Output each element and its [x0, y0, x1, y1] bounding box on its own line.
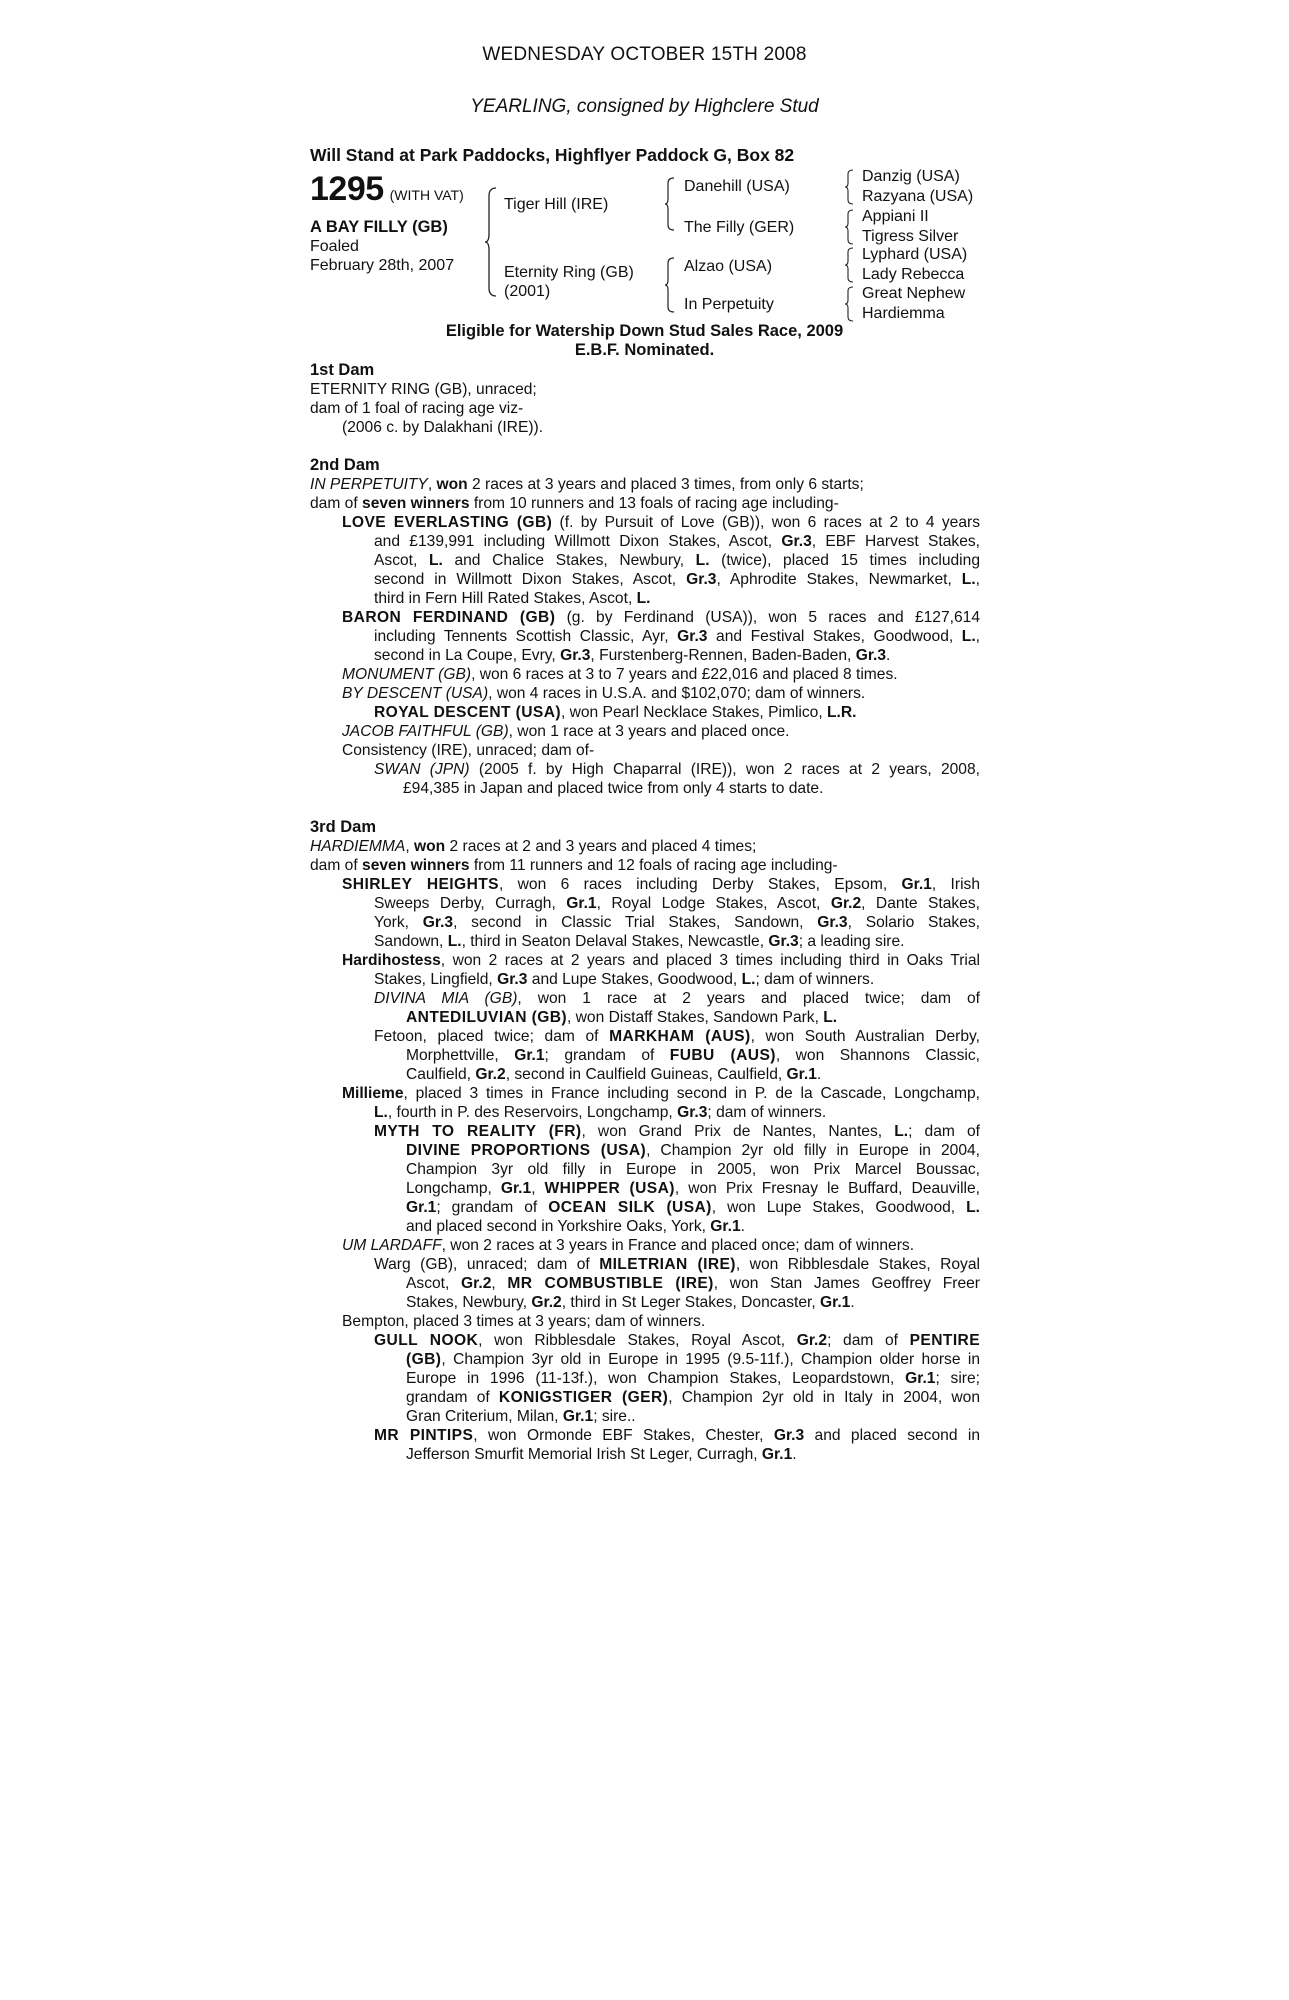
third-dam-line: Hardihostess, won 2 races at 2 years and placed 3 times including third in Oaks Trial: [342, 952, 980, 969]
third-dam-line: grandam of KONIGSTIGER (GER), Champion 2yr old in Italy in 2004, won: [406, 1389, 981, 1406]
third-dam-line: MYTH TO REALITY (FR), won Grand Prix de Nantes, Nantes, L.; dam of: [374, 1123, 980, 1140]
pedigree-sire-dam: The Filly (GER): [684, 219, 795, 236]
pedigree-brace-g4: [844, 285, 855, 323]
pedigree-g6: Lady Rebecca: [862, 266, 965, 283]
second-dam-line: third in Fern Hill Rated Stakes, Ascot, L.: [374, 590, 651, 607]
foaled-date: February 28th, 2007: [310, 257, 455, 274]
pedigree-dam-dam: In Perpetuity: [684, 296, 774, 313]
foaled-label: Foaled: [310, 238, 359, 255]
first-dam-line: dam of 1 foal of racing age viz-: [310, 400, 524, 417]
first-dam-heading: 1st Dam: [310, 361, 375, 379]
pedigree-brace-g1: [844, 168, 855, 206]
third-dam-line: Longchamp, Gr.1, WHIPPER (USA), won Prix Fresnay le Buffard, Deauville,: [406, 1180, 980, 1197]
pedigree-g2: Razyana (USA): [862, 188, 974, 205]
pedigree-dam-sire: Alzao (USA): [684, 258, 773, 275]
third-dam-line: York, Gr.3, second in Classic Trial Stakes, Sandown, Gr.3, Solario Stakes,: [374, 914, 981, 931]
first-dam-line: (2006 c. by Dalakhani (IRE)).: [342, 419, 544, 436]
third-dam-line: SHIRLEY HEIGHTS, won 6 races including Derby Stakes, Epsom, Gr.1, Irish: [342, 876, 980, 893]
second-dam-line: ROYAL DESCENT (USA), won Pearl Necklace Stakes, Pimlico, L.R.: [374, 704, 857, 721]
pedigree-brace-dam: [664, 256, 676, 314]
pedigree-brace-main: [484, 186, 498, 298]
third-dam-line: Caulfield, Gr.2, second in Caulfield Guineas, Caulfield, Gr.1.: [406, 1066, 822, 1083]
sale-date: WEDNESDAY OCTOBER 15TH 2008: [482, 44, 807, 65]
second-dam-line: second in La Coupe, Evry, Gr.3, Furstenberg-Rennen, Baden-Baden, Gr.3.: [374, 647, 891, 664]
third-dam-heading: 3rd Dam: [310, 818, 377, 836]
third-dam-line: GULL NOOK, won Ribblesdale Stakes, Royal Ascot, Gr.2; dam of PENTIRE: [374, 1332, 981, 1349]
pedigree-brace-g2: [844, 208, 855, 246]
second-dam-line: Consistency (IRE), unraced; dam of-: [342, 742, 595, 759]
third-dam-line: DIVINE PROPORTIONS (USA), Champion 2yr old filly in Europe in 2004,: [406, 1142, 980, 1159]
third-dam-line: DIVINA MIA (GB), won 1 race at 2 years and placed twice; dam of: [374, 990, 980, 1007]
third-dam-line: UM LARDAFF, won 2 races at 3 years in France and placed once; dam of winners.: [342, 1237, 915, 1254]
third-dam-line: Fetoon, placed twice; dam of MARKHAM (AUS), won South Australian Derby,: [374, 1028, 980, 1045]
pedigree-g1: Danzig (USA): [862, 168, 960, 185]
second-dam-line: BARON FERDINAND (GB) (g. by Ferdinand (USA)), won 5 races and £127,614: [342, 609, 980, 626]
second-dam-line: IN PERPETUITY, won 2 races at 3 years and placed 3 times, from only 6 starts;: [310, 476, 864, 493]
pedigree-g3: Appiani II: [862, 208, 929, 225]
second-dam-line: £94,385 in Japan and placed twice from only 4 starts to date.: [403, 780, 824, 797]
consignment-line: YEARLING, consigned by Highclere Stud: [470, 96, 819, 117]
stand-location: Will Stand at Park Paddocks, Highflyer Paddock G, Box 82: [310, 145, 795, 165]
second-dam-line: JACOB FAITHFUL (GB), won 1 race at 3 years and placed once.: [342, 723, 790, 740]
pedigree-g4: Tigress Silver: [862, 228, 959, 245]
second-dam-line: SWAN (JPN) (2005 f. by High Chaparral (IRE)), won 2 races at 2 years, 2008,: [374, 761, 980, 778]
second-dam-line: Ascot, L. and Chalice Stakes, Newbury, L. (twice), placed 15 times including: [374, 552, 980, 569]
horse-info: [310, 218, 454, 275]
third-dam-line: Sweeps Derby, Curragh, Gr.1, Royal Lodge Stakes, Ascot, Gr.2, Dante Stakes,: [374, 895, 980, 912]
pedigree-dam: Eternity Ring (GB): [504, 264, 634, 281]
lot-block: [310, 170, 464, 209]
pedigree-sire-sire: Danehill (USA): [684, 178, 790, 195]
pedigree-sire: Tiger Hill (IRE): [504, 196, 609, 213]
pedigree-brace-sire: [664, 176, 676, 232]
pedigree-g7: Great Nephew: [862, 285, 966, 302]
second-dam-line: MONUMENT (GB), won 6 races at 3 to 7 years and £22,016 and placed 8 times.: [342, 666, 898, 683]
third-dam-line: dam of seven winners from 11 runners and 12 foals of racing age including-: [310, 857, 838, 874]
third-dam-line: Sandown, L., third in Seaton Delaval Stakes, Newcastle, Gr.3; a leading sire.: [374, 933, 905, 950]
horse-name: A BAY FILLY (GB): [310, 218, 448, 236]
third-dam-line: Champion 3yr old filly in Europe in 2005, won Prix Marcel Boussac,: [406, 1161, 980, 1178]
third-dam-line: Stakes, Lingfield, Gr.3 and Lupe Stakes, Goodwood, L.; dam of winners.: [374, 971, 875, 988]
lot-number: 1295: [310, 170, 384, 208]
first-dam-line: ETERNITY RING (GB), unraced;: [310, 381, 537, 398]
third-dam-line: (GB), Champion 3yr old in Europe in 1995 (9.5-11f.), Champion older horse in: [406, 1351, 980, 1368]
second-dam-line: dam of seven winners from 10 runners and 13 foals of racing age including-: [310, 495, 839, 512]
eligibility-line-2: E.B.F. Nominated.: [574, 341, 715, 359]
third-dam-line: Morphettville, Gr.1; grandam of FUBU (AUS), won Shannons Classic,: [406, 1047, 980, 1064]
third-dam-line: Gran Criterium, Milan, Gr.1; sire..: [406, 1408, 636, 1425]
third-dam-line: Warg (GB), unraced; dam of MILETRIAN (IRE), won Ribblesdale Stakes, Royal: [374, 1256, 980, 1273]
pedigree-g5: Lyphard (USA): [862, 246, 968, 263]
third-dam-line: MR PINTIPS, won Ormonde EBF Stakes, Chester, Gr.3 and placed second in: [374, 1427, 980, 1444]
second-dam-line: including Tennents Scottish Classic, Ayr, Gr.3 and Festival Stakes, Goodwood, L.,: [374, 628, 980, 645]
second-dam-line: and £139,991 including Willmott Dixon Stakes, Ascot, Gr.3, EBF Harvest Stakes,: [374, 533, 980, 550]
second-dam-line: second in Willmott Dixon Stakes, Ascot, Gr.3, Aphrodite Stakes, Newmarket, L.,: [374, 571, 980, 588]
third-dam-line: Ascot, Gr.2, MR COMBUSTIBLE (IRE), won Stan James Geoffrey Freer: [406, 1275, 980, 1292]
pedigree-dam-year: (2001): [504, 283, 551, 300]
pedigree-brace-g3: [844, 246, 855, 284]
third-dam-line: HARDIEMMA, won 2 races at 2 and 3 years and placed 4 times;: [310, 838, 757, 855]
second-dam-heading: 2nd Dam: [310, 456, 380, 474]
second-dam-line: BY DESCENT (USA), won 4 races in U.S.A. and $102,070; dam of winners.: [342, 685, 866, 702]
third-dam-line: Stakes, Newbury, Gr.2, third in St Leger Stakes, Doncaster, Gr.1.: [406, 1294, 855, 1311]
third-dam-line: Jefferson Smurfit Memorial Irish St Leger, Curragh, Gr.1.: [406, 1446, 797, 1463]
eligibility-line-1: Eligible for Watership Down Stud Sales Race, 2009: [445, 322, 844, 340]
third-dam-line: and placed second in Yorkshire Oaks, York, Gr.1.: [406, 1218, 745, 1235]
second-dam-line: LOVE EVERLASTING (GB) (f. by Pursuit of Love (GB)), won 6 races at 2 to 4 years: [342, 514, 980, 531]
vat-note: (WITH VAT): [389, 187, 464, 203]
third-dam-line: Millieme, placed 3 times in France including second in P. de la Cascade, Longchamp,: [342, 1085, 980, 1102]
third-dam-line: Bempton, placed 3 times at 3 years; dam of winners.: [342, 1313, 706, 1330]
third-dam-line: L., fourth in P. des Reservoirs, Longchamp, Gr.3; dam of winners.: [374, 1104, 827, 1121]
third-dam-line: ANTEDILUVIAN (GB), won Distaff Stakes, Sandown Park, L.: [406, 1009, 838, 1026]
third-dam-line: Europe in 1996 (11-13f.), won Champion Stakes, Leopardstown, Gr.1; sire;: [406, 1370, 980, 1387]
third-dam-line: Gr.1; grandam of OCEAN SILK (USA), won Lupe Stakes, Goodwood, L.: [406, 1199, 980, 1216]
pedigree-g8: Hardiemma: [862, 305, 945, 322]
